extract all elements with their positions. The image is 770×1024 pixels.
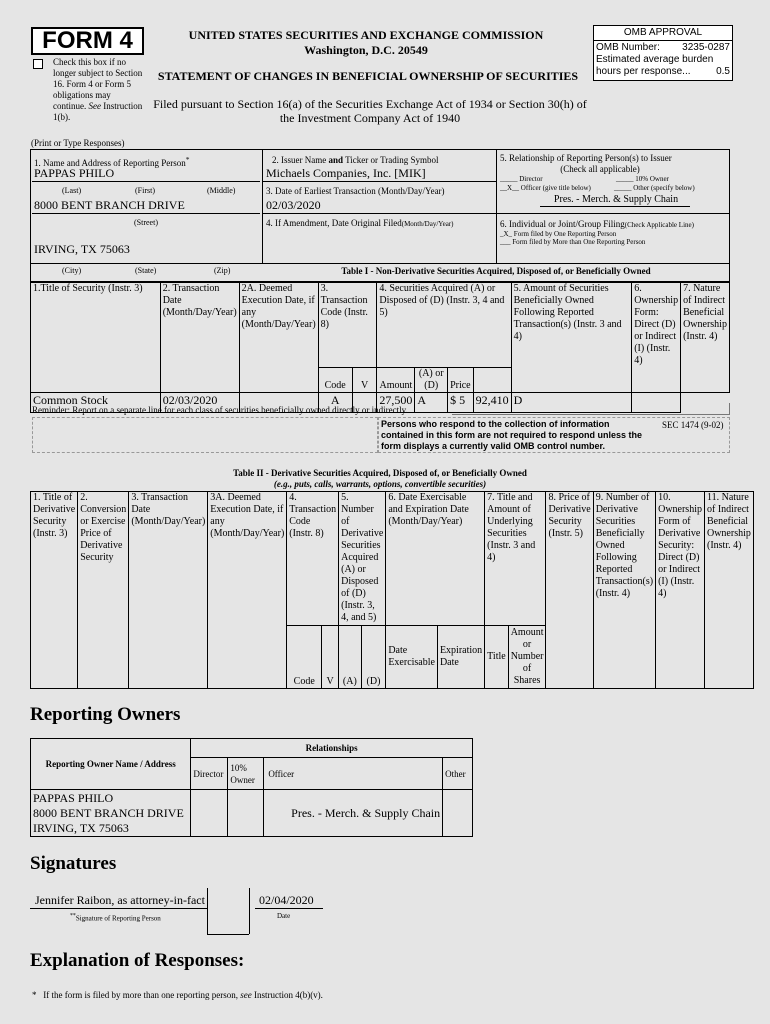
director-line: _____ Director bbox=[500, 175, 543, 183]
explanation-footnote bbox=[32, 990, 323, 1001]
t2-code-head: Code bbox=[287, 626, 322, 689]
amendment-label-text: 4. If Amendment, Date Original Filed bbox=[266, 218, 402, 228]
owner-officer: Pres. - Merch. & Supply Chain bbox=[264, 790, 443, 837]
signature-line bbox=[30, 908, 207, 909]
state-label: (State) bbox=[135, 266, 157, 275]
relationship-sub: (Check all applicable) bbox=[560, 164, 640, 174]
divider-v2 bbox=[496, 149, 497, 263]
signature-name: Jennifer Raibon, as attorney-in-fact bbox=[35, 893, 205, 907]
t1-code: A bbox=[318, 393, 352, 413]
t1-v-head: V bbox=[352, 368, 377, 393]
director-option: Director bbox=[519, 175, 543, 183]
t2-h3: 3. Transaction Date (Month/Day/Year) bbox=[129, 492, 208, 689]
omb-burden-2: hours per response... bbox=[596, 66, 691, 77]
filing-option-1: _X_ Form filed by One Reporting Person bbox=[500, 230, 617, 238]
t1-security: Common Stock bbox=[31, 393, 161, 413]
table2-title: Table II - Derivative Securities Acquired, Disposed of, or Beneficially Owned bbox=[233, 468, 527, 478]
t2-h7: 7. Title and Amount of Underlying Securities (Instr. 3 and 4) bbox=[485, 492, 546, 626]
issuer-label-b: Ticker or Trading Symbol bbox=[345, 155, 439, 165]
divider-h-low bbox=[30, 263, 730, 264]
owners-other-head: Other bbox=[443, 758, 473, 790]
t2-title-head: Title bbox=[485, 626, 509, 689]
table1-title: Table I - Non-Derivative Securities Acquired, Disposed of, or Beneficially Owned bbox=[341, 266, 651, 276]
sec-code: SEC 1474 (9-02) bbox=[662, 420, 724, 430]
owner-street: 8000 BENT BRANCH DRIVE bbox=[33, 805, 184, 820]
street-label: (Street) bbox=[134, 218, 158, 227]
filing-option-2: ___ Form filed by More than One Reporting Person bbox=[500, 238, 646, 246]
omb-hours: 0.5 bbox=[716, 66, 730, 77]
t2-h1: 1. Title of Derivative Security (Instr. 3) bbox=[31, 492, 78, 689]
amendment-label bbox=[266, 218, 454, 230]
relationship-label: 5. Relationship of Reporting Person(s) to Issuer bbox=[500, 153, 672, 163]
reporting-owners-table bbox=[30, 738, 473, 837]
owners-10pct-head: 10% Owner bbox=[228, 758, 264, 790]
reporting-label-mark: * bbox=[185, 155, 190, 164]
signature-label-text: Signature of Reporting Person bbox=[75, 914, 161, 923]
omb-title: OMB APPROVAL bbox=[623, 27, 703, 38]
notice-left-box bbox=[32, 417, 378, 453]
divider-h-mid2 bbox=[262, 213, 730, 214]
earliest-transaction-date: 02/03/2020 bbox=[266, 198, 321, 212]
t1-aord-head: (A) or (D) bbox=[415, 368, 448, 393]
agency-city: Washington, D.C. 20549 bbox=[304, 43, 428, 57]
street-underline bbox=[32, 213, 260, 214]
t2-h3a: 3A. Deemed Execution Date, if any (Month/Day/Year) bbox=[208, 492, 287, 689]
owners-col-name: Reporting Owner Name / Address bbox=[31, 739, 191, 790]
owner10-option: 10% Owner bbox=[635, 175, 669, 183]
omb-number: 3235-0287 bbox=[682, 42, 730, 53]
filed-pursuant-2: the Investment Company Act of 1940 bbox=[279, 111, 461, 125]
earliest-transaction-label: 3. Date of Earliest Transaction (Month/Day/Year) bbox=[266, 186, 445, 196]
print-type-note: (Print or Type Responses) bbox=[31, 138, 125, 148]
owner-10pct bbox=[228, 790, 264, 837]
owner-line: _____ 10% Owner bbox=[616, 175, 669, 183]
t2-h10: 10. Ownership Form of Derivative Security: Direct (D) or Indirect (I) (Instr. 4) bbox=[656, 492, 705, 689]
signature-label bbox=[70, 912, 161, 923]
t2-h6: 6. Date Exercisable and Expiration Date (Month/Day/Year) bbox=[386, 492, 485, 626]
checkbox-see: See bbox=[88, 101, 101, 111]
t2-h9: 9. Number of Derivative Securities Beneficially Owned Following Reported Transaction(s) (Instr. 4) bbox=[593, 492, 655, 689]
table2-subtitle: (e.g., puts, calls, warrants, options, convertible securities) bbox=[273, 479, 487, 489]
officer-option: __X__ Officer (give title below) bbox=[500, 184, 591, 192]
first-label: (First) bbox=[135, 186, 155, 195]
explanation-text: If the form is filed by more than one reporting person, bbox=[43, 990, 238, 1000]
checkbox-instruction: Instruction 1(b). bbox=[53, 101, 143, 122]
issuer-label-a: 2. Issuer Name bbox=[272, 155, 327, 165]
last-label: (Last) bbox=[62, 186, 82, 195]
owner-director bbox=[191, 790, 228, 837]
t2-exp-head: Expiration Date bbox=[437, 626, 484, 689]
t2-v-head: V bbox=[322, 626, 339, 689]
t2-h5: 5. Number of Derivative Securities Acquired (A) or Disposed of (D) (Instr. 3, 4, and 5) bbox=[339, 492, 386, 626]
explanation-instr: Instruction 4(b)(v). bbox=[253, 990, 323, 1000]
name-underline bbox=[32, 181, 260, 182]
signature-date: 02/04/2020 bbox=[259, 893, 314, 907]
t2-d-head: (D) bbox=[361, 626, 386, 689]
omb-number-label: OMB Number: bbox=[596, 42, 660, 53]
t1-h2: 2. Transaction Date (Month/Day/Year) bbox=[160, 283, 239, 393]
reporting-person-name: PAPPAS PHILO bbox=[34, 166, 115, 180]
t1-h5: 5. Amount of Securities Beneficially Owned Following Reported Transaction(s) (Instr. 3 and 4) bbox=[511, 283, 632, 393]
explanation-heading: Explanation of Responses: bbox=[30, 950, 245, 971]
owners-officer-head: Officer bbox=[264, 758, 443, 790]
notice-text: Persons who respond to the collection of information contained in this form are not required to respond unless the form displays a currently valid OMB control number. bbox=[381, 419, 643, 451]
t2-date-ex-head: Date Exercisable bbox=[386, 626, 438, 689]
reporting-street-value: 8000 BENT BRANCH DRIVE bbox=[34, 198, 185, 212]
signatures-heading: Signatures bbox=[30, 853, 117, 874]
reporting-city-value: IRVING, TX 75063 bbox=[34, 242, 130, 256]
middle-label: (Middle) bbox=[207, 186, 236, 195]
form-label: FORM 4 bbox=[42, 27, 133, 54]
checkbox-text-main: Check this box if no longer subject to Section 16. Form 4 or Form 5 obligations may continue. bbox=[53, 57, 143, 111]
issuer-name: Michaels Companies, Inc. [MIK] bbox=[266, 166, 426, 180]
owners-relationships: Relationships bbox=[191, 739, 473, 758]
issuer-label bbox=[272, 155, 439, 166]
amendment-label-small: (Month/Day/Year) bbox=[401, 220, 454, 228]
officer-title: Pres. - Merch. & Supply Chain bbox=[553, 194, 679, 205]
table-row bbox=[31, 790, 473, 837]
omb-burden-1: Estimated average burden bbox=[596, 54, 714, 65]
divider-h-mid bbox=[262, 181, 496, 182]
reporting-owners-heading: Reporting Owners bbox=[30, 704, 181, 725]
t1-h1: 1.Title of Security (Instr. 3) bbox=[31, 283, 161, 393]
reminder-line bbox=[452, 403, 730, 415]
officer-title-underline bbox=[540, 206, 690, 207]
t1-form: D bbox=[511, 393, 632, 413]
t1-h3: 3. Transaction Code (Instr. 8) bbox=[318, 283, 377, 368]
date-line bbox=[255, 908, 323, 909]
t1-h6: 6. Ownership Form: Direct (D) or Indirect (I) (Instr. 4) bbox=[632, 283, 681, 393]
date-label: Date bbox=[277, 912, 291, 920]
t1-h7: 7. Nature of Indirect Beneficial Ownership (Instr. 4) bbox=[681, 283, 730, 393]
signature-divider bbox=[207, 888, 208, 934]
t1-date: 02/03/2020 bbox=[160, 393, 239, 413]
notice-right-box bbox=[378, 417, 730, 453]
owner-name: PAPPAS PHILO bbox=[33, 790, 114, 805]
checkbox-text bbox=[53, 57, 146, 123]
divider-v1 bbox=[262, 149, 263, 263]
t1-amount: 27,500 bbox=[377, 393, 415, 413]
city-label: (City) bbox=[62, 266, 82, 275]
t1-code-head: Code bbox=[318, 368, 352, 393]
owners-director-head: Director bbox=[191, 758, 228, 790]
zip-label: (Zip) bbox=[214, 266, 231, 275]
t2-h8: 8. Price of Derivative Security (Instr. 5) bbox=[546, 492, 593, 689]
other-option: _____ Other (specify below) bbox=[614, 184, 695, 192]
owner-city: IRVING, TX 75063 bbox=[33, 820, 129, 835]
t2-h11: 11. Nature of Indirect Beneficial Ownership (Instr. 4) bbox=[704, 492, 753, 689]
date-divider bbox=[249, 888, 250, 934]
omb-divider bbox=[593, 40, 733, 41]
filed-pursuant-1: Filed pursuant to Section 16(a) of the Securities Exchange Act of 1934 or Section 30(h) of bbox=[153, 97, 587, 111]
t1-owned: 92,410 bbox=[473, 393, 511, 413]
t1-amount-head: Amount bbox=[377, 368, 415, 393]
explanation-see: see bbox=[240, 990, 252, 1000]
signature-mark: ** bbox=[70, 913, 76, 919]
reminder-text: Reminder: Report on a separate line for each class of securities beneficially owned directly or indirectly. bbox=[32, 405, 408, 415]
issuer-label-and: and bbox=[328, 155, 343, 165]
signature-bottom bbox=[207, 934, 249, 935]
t1-price: $ 5 bbox=[448, 393, 474, 413]
t2-amount-head: Amount or Number of Shares bbox=[508, 626, 546, 689]
statement-title: STATEMENT OF CHANGES IN BENEFICIAL OWNERSHIP OF SECURITIES bbox=[157, 69, 579, 83]
no-longer-subject-checkbox[interactable] bbox=[33, 59, 43, 69]
t1-price-head: Price bbox=[448, 368, 474, 393]
owner-name-address bbox=[31, 790, 191, 837]
table-1 bbox=[30, 282, 730, 413]
agency-title: UNITED STATES SECURITIES AND EXCHANGE COMMISSION bbox=[188, 28, 544, 42]
t1-h2a: 2A. Deemed Execution Date, if any (Month/Day/Year) bbox=[239, 283, 318, 393]
t1-aord: A bbox=[415, 393, 448, 413]
filing-label-text: 6. Individual or Joint/Group Filing bbox=[500, 219, 625, 229]
table-2 bbox=[30, 491, 754, 689]
filing-label-small: (Check Applicable Line) bbox=[624, 221, 694, 229]
reporting-label-text: 1. Name and Address of Reporting Person bbox=[34, 158, 186, 168]
explanation-star: * bbox=[32, 990, 37, 1000]
owner-other bbox=[443, 790, 473, 837]
t2-a-head: (A) bbox=[339, 626, 362, 689]
t1-h4: 4. Securities Acquired (A) or Disposed of (D) (Instr. 3, 4 and 5) bbox=[377, 283, 511, 368]
t2-h2: 2. Conversion or Exercise Price of Derivative Security bbox=[78, 492, 129, 689]
t2-h4: 4. Transaction Code (Instr. 8) bbox=[287, 492, 339, 626]
